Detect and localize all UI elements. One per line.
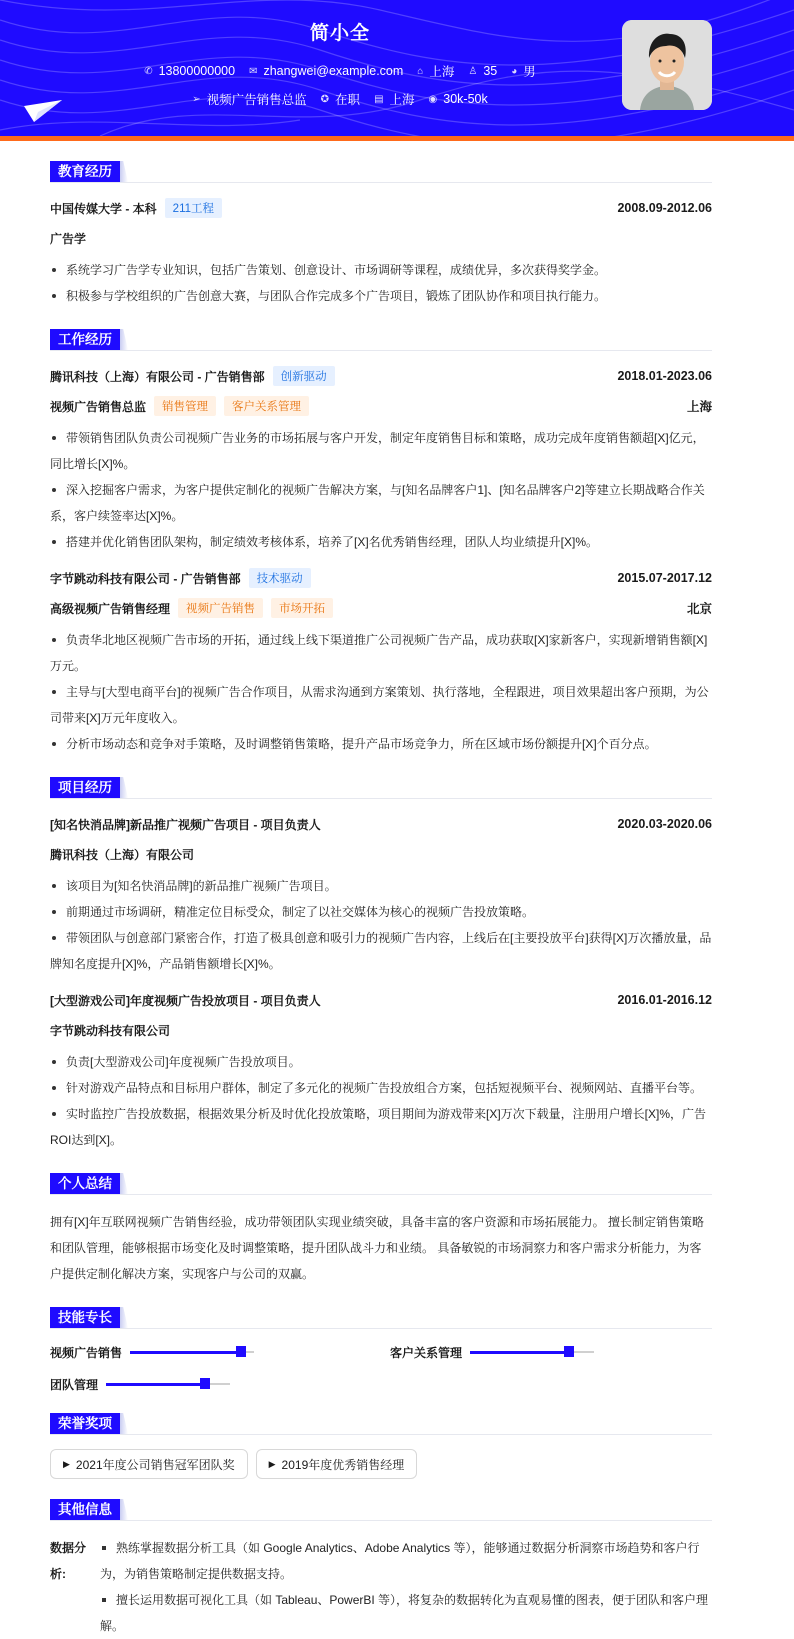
section-title-awards: 荣誉奖项: [50, 1413, 120, 1434]
intent-position: ➢ 视频广告销售总监: [192, 93, 307, 107]
role-tag: 市场开拓: [271, 598, 333, 618]
send-icon: ➢: [192, 93, 201, 105]
home-icon: ⌂: [417, 65, 424, 77]
company-tag: 技术驱动: [249, 568, 311, 588]
skill-level-bar: [106, 1383, 230, 1385]
project-date: 2016.01-2016.12: [617, 993, 712, 1007]
other-label: 数据分析:: [50, 1541, 87, 1581]
project-date: 2020.03-2020.06: [617, 817, 712, 831]
resume-body: [0, 159, 794, 1639]
city-icon: ▤: [374, 93, 384, 105]
contact-email: ✉ zhangwei@example.com: [249, 64, 404, 78]
intent-row: [0, 90, 680, 108]
section-title-other: 其他信息: [50, 1499, 120, 1520]
work-bullet: 带领销售团队负责公司视频广告业务的市场拓展与客户开发，制定年度销售目标和策略，成功完成年度销售额超[X]亿元，同比增长[X]%。: [50, 425, 712, 477]
age-icon: ♙: [468, 65, 478, 77]
avatar-icon: [622, 20, 712, 110]
skill-item: [390, 1343, 730, 1361]
major: 广告学: [50, 231, 87, 246]
other-section: [50, 1497, 712, 1639]
project-bullet: 带领团队与创意部门紧密合作，打造了极具创意和吸引力的视频广告内容，上线后在[主要投放平台]获得[X]万次播放量，品牌知名度提升[X]%，产品销售额增长[X]%。: [50, 925, 712, 977]
section-title-projects: 项目经历: [50, 777, 120, 798]
job-title: 视频广告销售总监: [50, 399, 147, 414]
project-bullet: 该项目为[知名快消品牌]的新品推广视频广告项目。: [50, 873, 712, 899]
triangle-right-icon: ▶: [63, 1458, 70, 1469]
intent-status: ✪ 在职: [320, 93, 361, 107]
skill-item: [50, 1343, 390, 1361]
triangle-right-icon: ▶: [268, 1458, 276, 1469]
work-section: [50, 327, 712, 757]
section-title-education: 教育经历: [50, 161, 120, 182]
work-entry: [50, 567, 712, 757]
skill-name: 团队管理: [50, 1377, 99, 1392]
work-bullet: 搭建并优化销售团队架构，制定绩效考核体系，培养了[X]名优秀销售经理，团队人均业绩提升[X]%。: [50, 529, 712, 555]
project-entry: [50, 813, 712, 977]
phone-icon: ✆: [144, 65, 153, 77]
email-icon: ✉: [249, 65, 258, 77]
contact-age: ♙ 35: [468, 64, 498, 78]
project-company: 字节跳动科技有限公司: [50, 1023, 171, 1038]
project-name: [知名快消品牌]新品推广视频广告项目 - 项目负责人: [50, 817, 321, 832]
summary-section: [50, 1171, 712, 1287]
intent-salary: ◉ 30k-50k: [428, 92, 488, 106]
contact-home: ⌂ 上海: [417, 65, 455, 79]
header-accent-bar: [0, 136, 794, 141]
paper-plane-icon: [24, 100, 62, 124]
work-date: 2018.01-2023.06: [617, 369, 712, 383]
status-icon: ✪: [320, 93, 330, 105]
school-name: 中国传媒大学 - 本科: [50, 201, 157, 216]
award-badge: ▶ 2019年度优秀销售经理: [256, 1449, 418, 1479]
awards-section: [50, 1411, 712, 1479]
project-bullet: 前期通过市场调研，精准定位目标受众，制定了以社交媒体为核心的视频广告投放策略。: [50, 899, 712, 925]
education-bullet: 系统学习广告学专业知识，包括广告策划、创意设计、市场调研等课程，成绩优异，多次获得奖学金。: [50, 257, 712, 283]
section-title-work: 工作经历: [50, 329, 120, 350]
skill-level-bar: [470, 1351, 594, 1353]
projects-section: [50, 775, 712, 1153]
project-bullet: 针对游戏产品特点和目标用户群体，制定了多元化的视频广告投放组合方案，包括短视频平台、视频网站、直播平台等。: [50, 1075, 712, 1101]
education-section: [50, 159, 712, 309]
work-entry: [50, 365, 712, 555]
education-bullet: 积极参与学校组织的广告创意大赛，与团队合作完成多个广告项目，锻炼了团队协作和项目执行能力。: [50, 283, 712, 309]
work-date: 2015.07-2017.12: [617, 571, 712, 585]
skill-level-bar: [130, 1351, 254, 1353]
other-item: 熟练掌握数据分析工具（如 Google Analytics、Adobe Analytics 等），能够通过数据分析洞察市场趋势和客户行为，为销售策略制定提供数据支持。: [100, 1535, 712, 1587]
role-tag: 销售管理: [154, 396, 216, 416]
work-location: 上海: [686, 400, 712, 414]
job-title: 高级视频广告销售经理: [50, 601, 171, 616]
work-bullet: 主导与[大型电商平台]的视频广告合作项目，从需求沟通到方案策划、执行落地，全程跟进，项目效果超出客户预期，为公司带来[X]万元年度收入。: [50, 679, 712, 731]
work-location: 北京: [686, 602, 712, 616]
role-tag: 视频广告销售: [178, 598, 263, 618]
work-bullet: 负责华北地区视频广告市场的开拓，通过线上线下渠道推广公司视频广告产品，成功获取[X]家新客户，实现新增销售额[X]万元。: [50, 627, 712, 679]
intent-city: ▤ 上海: [374, 93, 415, 107]
work-bullet: 分析市场动态和竞争对手策略，及时调整销售策略，提升产品市场竞争力，所在区域市场份额提升[X]个百分点。: [50, 731, 712, 757]
section-title-skills: 技能专长: [50, 1307, 120, 1328]
award-badge: ▶ 2021年度公司销售冠军团队奖: [50, 1449, 248, 1479]
project-entry: [50, 989, 712, 1153]
contact-phone: ✆ 13800000000: [144, 64, 236, 78]
contact-row: [0, 62, 680, 80]
education-date: 2008.09-2012.06: [617, 201, 712, 215]
candidate-name: 简小全: [309, 23, 370, 44]
salary-icon: ◉: [428, 93, 438, 105]
education-entry: [50, 197, 712, 309]
skill-item: [50, 1375, 390, 1393]
gender-icon: ◕: [511, 65, 518, 77]
summary-text: 拥有[X]年互联网视频广告销售经验，成功带领团队实现业绩突破，具备丰富的客户资源和市场拓展能力。 擅长制定销售策略和团队管理，能够根据市场变化及时调整策略，提升团队战斗力和业绩。 具备敏锐的市场洞察力和客户需求分析能力，为客户提供定制化解决方案，实现客户与公司的双赢。: [50, 1215, 705, 1281]
skill-name: 视频广告销售: [50, 1345, 123, 1360]
project-bullet: 实时监控广告投放数据，根据效果分析及时优化投放策略，项目期间为游戏带来[X]万次下载量，注册用户增长[X]%，广告ROI达到[X]。: [50, 1101, 712, 1153]
skills-section: [50, 1305, 712, 1393]
company-name: 腾讯科技（上海）有限公司 - 广告销售部: [50, 369, 265, 384]
other-item: 擅长运用数据可视化工具（如 Tableau、PowerBI 等），将复杂的数据转化为直观易懂的图表，便于团队和客户理解。: [100, 1587, 712, 1639]
company-name: 字节跳动科技有限公司 - 广告销售部: [50, 571, 241, 586]
project-name: [大型游戏公司]年度视频广告投放项目 - 项目负责人: [50, 993, 321, 1008]
section-title-summary: 个人总结: [50, 1173, 120, 1194]
skill-name: 客户关系管理: [390, 1345, 463, 1360]
school-tag: 211工程: [165, 198, 222, 218]
avatar-photo: [622, 20, 712, 110]
resume-header: [0, 0, 794, 136]
work-bullet: 深入挖掘客户需求，为客户提供定制化的视频广告解决方案，与[知名品牌客户1]、[知名品牌客户2]等建立长期战略合作关系，客户续签率达[X]%。: [50, 477, 712, 529]
company-tag: 创新驱动: [273, 366, 335, 386]
contact-gender: ◕ 男: [511, 65, 536, 79]
project-bullet: 负责[大型游戏公司]年度视频广告投放项目。: [50, 1049, 712, 1075]
role-tag: 客户关系管理: [224, 396, 309, 416]
project-company: 腾讯科技（上海）有限公司: [50, 847, 195, 862]
